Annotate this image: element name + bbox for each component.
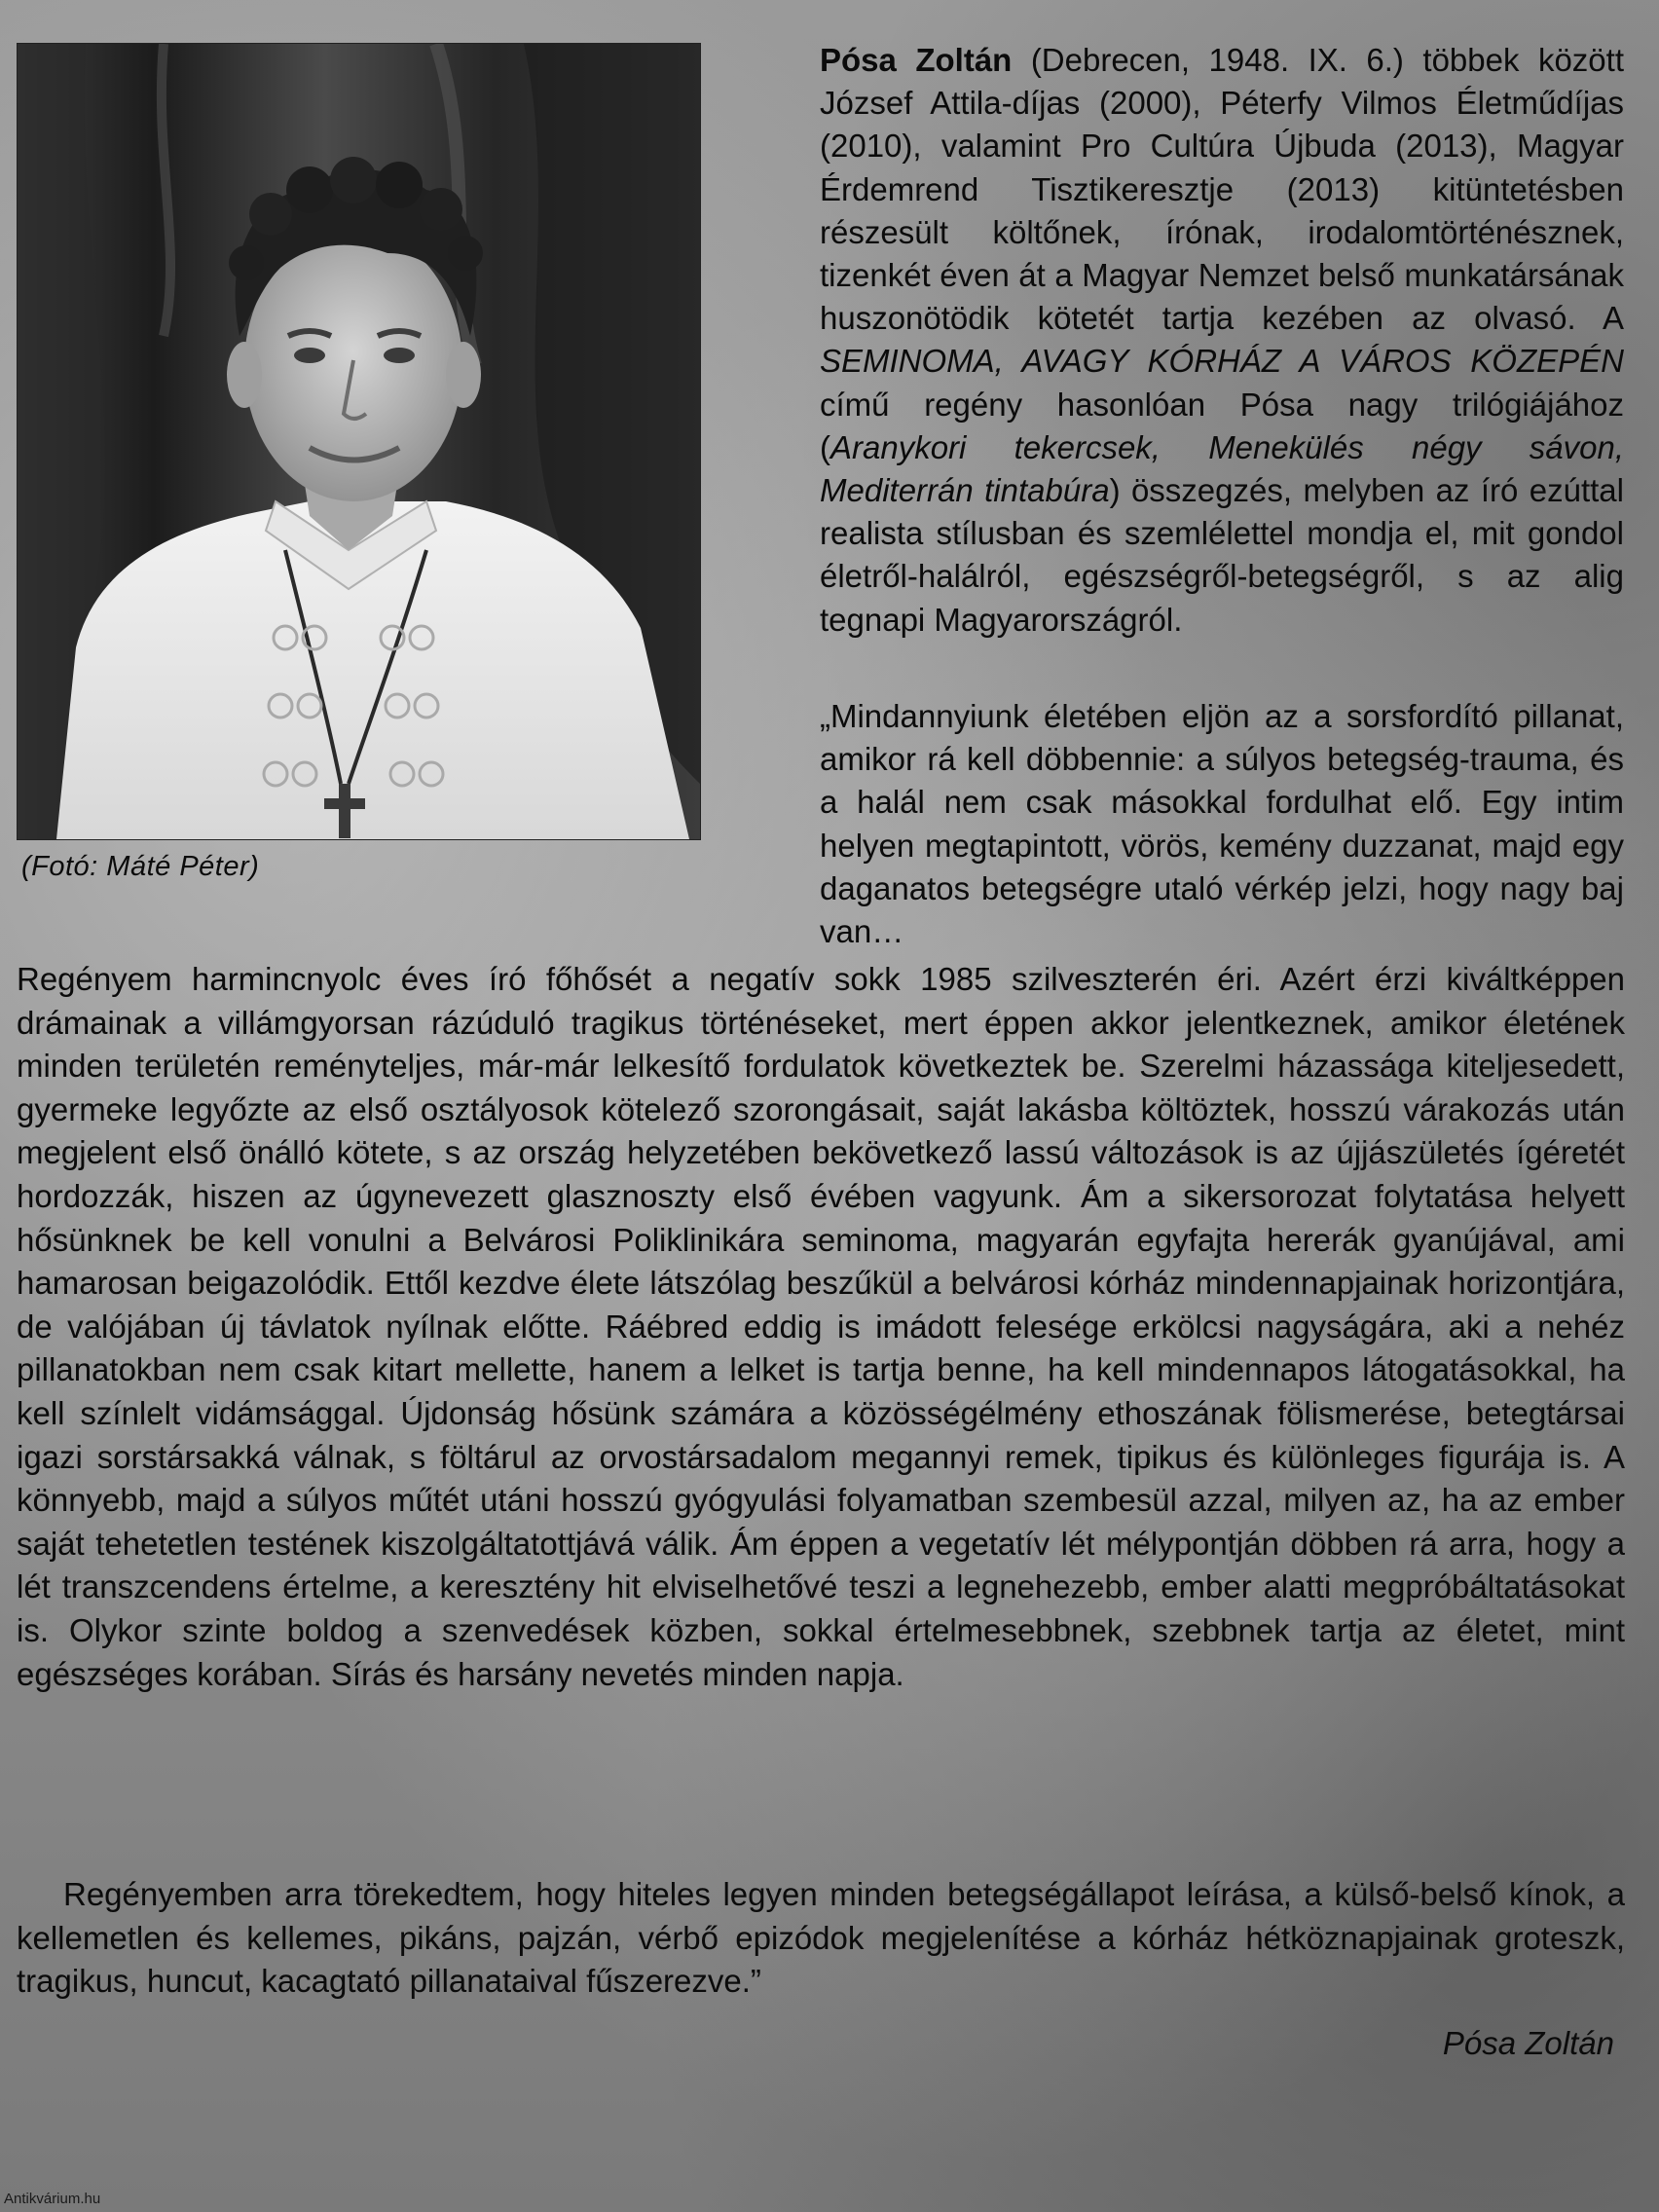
quote-paragraph-1: Regényem harmincnyolc éves író főhősét a negatív sokk 1985 szilveszterén éri. Azért érzi kiváltképpen drámainak a villámgyorsan rázúduló tragikus történéseket, mert éppen akkor jelentkeznek, amikor életének minden területén reményteljes, már-már lelkesítő fordulatok következtek be. Szerelmi házassága kiteljesedett, gyermeke legyőzte az első osztályosok kötelező szorongásait, saját lakásba költöztek, hosszú várakozás után megjelent első önálló kötete, s az ország helyzetében bekövetkező lassú változások is az újjászületés ígéretét hordozzák, hiszen az úgynevezett glasznoszty első évében vagyunk. Ám a sikersorozat folytatása helyett hősünknek be kell vonulni a Belvárosi Poliklinikára seminoma, magyarán egyfajta hererák gyanújával, ami hamarosan beigazolódik. Ettől kezdve élete látszólag beszűkül a belvárosi kórház mindennapjainak horizontjára, de valójában új távlatok nyílnak előtte. Ráébred eddig is imádott felesége erkölcsi nagyságára, aki a nehéz pillanatokban nem csak kitart mellette, hanem a lelket is tartja benne, ha kell mindennapos látogatásokkal, ha kell színlelt vidámsággal. Újdonság hősünk számára a közösségélmény ethoszának fölismerése, betegtársai igazi sorstársakká válnak, s föltárul az orvostársadalom megannyi remek, tipikus és különleges figurája is. A könnyebb, majd a súlyos műtét utáni hosszú gyógyulási folyamatban szembesül azzal, milyen az, ha az ember saját tehetetlen testének kiszolgáltatottjává válik. Ám éppen a vegetatív lét mélypontján döbben rá arra, hogy a lét transzcendens értelme, a keresztény hit elviselhetővé teszi a legnehezebb, ember alatti megpróbáltatásokat is. Olykor szinte boldog a szenvedések közben, sokkal értelmesebbnek, szebbnek tartja az életet, mint egészséges korában. Sírás és harsány nevetés minden napja. — [17, 961, 1625, 1692]
author-name: Pósa Zoltán — [820, 42, 1013, 78]
quote-paragraph-2: Regényemben arra törekedtem, hogy hiteles legyen minden betegségállapot leírása, a külső-belső kínok, a kellemetlen és kellemes, pikáns, pajzán, vérbő epizódok megjelenítése a kórház hétköznapjainak groteszk, tragikus, huncut, kacagtató pillanataival fűszerezve.” — [17, 1876, 1625, 2000]
quote-intro: „Mindannyiunk életében eljön az a sorsfordító pillanat, amikor rá kell döbbennie: a súlyos betegség-trauma, és a halál nem csak másokkal fordulhat elő. Egy intim helyen megtapintott, vörös, kemény duzzanat, majd egy daganatos betegségre utaló vérkép jelzi, hogy nagy baj van… — [820, 698, 1624, 950]
bio-text-2: című regény hasonlóan Pósa nagy trilógiájához ( — [820, 386, 1624, 465]
author-photo — [17, 43, 701, 840]
watermark: Antikvárium.hu — [4, 2191, 101, 2207]
photo-caption: (Fotó: Máté Péter) — [21, 851, 260, 882]
bio-text-3: ) összegzés, melyben az író ezúttal realista stílusban és szemlélettel mondja el, mit gondol életről-halálról, egészségről-betegségről, s az alig tegnapi Magyarországról. — [820, 472, 1624, 638]
author-signature: Pósa Zoltán — [1442, 2025, 1614, 2061]
portrait-illustration — [18, 44, 700, 839]
book-title: SEMINOMA, AVAGY KÓRHÁZ A VÁROS KÖZEPÉN — [820, 343, 1624, 380]
author-bio — [820, 39, 1624, 642]
bio-text-1: (Debrecen, 1948. IX. 6.) többek között József Attila-díjas (2000), Péterfy Vilmos Életműdíjas (2010), valamint Pro Cultúra Újbuda (2013), Magyar Érdemrend Tisztikeresztje (2013) kitüntetésben részesült költőnek, írónak, irodalomtörténésznek, tizenkét éven át a Magyar Nemzet belső munkatársának huszonötödik kötetét tartja kezében az olvasó. A — [820, 42, 1624, 337]
trilogy-titles: Aranykori tekercsek, Menekülés négy sávon, Mediterrán tintabúra — [820, 428, 1624, 509]
